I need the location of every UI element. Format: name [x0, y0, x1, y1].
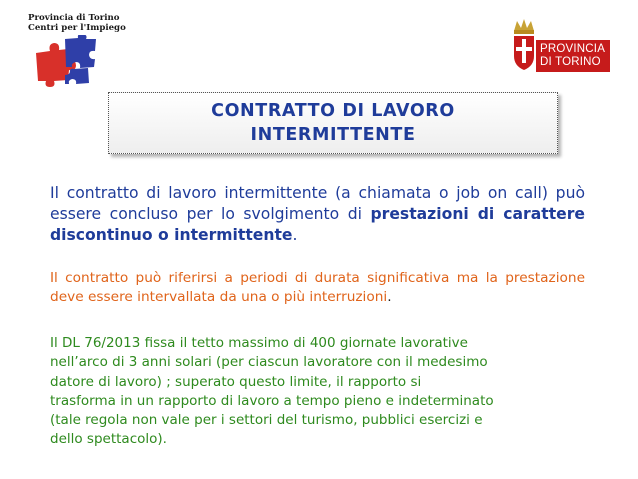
periods-end: .: [387, 289, 392, 305]
dl-line: nell’arco di 3 anni solari (per ciascun lavoratore con il medesimo: [50, 354, 488, 371]
centri-impiego-logo: [28, 13, 128, 91]
logo-org-line1: Provincia di Torino: [28, 13, 120, 23]
slide-title: [108, 92, 558, 154]
definition-text: Il contratto di lavoro intermittente (a chiamata o job on call) può essere concluso per lo svolgimento di: [50, 184, 585, 223]
periods-text: Il contratto può riferirsi a periodi di durata significativa ma la prestazione deve essere intervallata da una o più interruzioni: [50, 270, 585, 305]
logo-org-line2: Centri per l'Impiego: [28, 23, 126, 33]
provincia-label-line1: PROVINCIA: [540, 43, 606, 55]
paragraph-periods: [50, 269, 585, 307]
title-line2: INTERMITTENTE: [250, 125, 416, 145]
dl-line: trasforma in un rapporto di lavoro a tempo pieno e indeterminato: [50, 392, 494, 409]
dl-line: dello spettacolo).: [50, 431, 167, 448]
definition-bold: prestazioni di carattere discontinuo o intermittente: [50, 205, 586, 244]
puzzle-pieces-icon: [32, 35, 98, 89]
definition-end: .: [292, 226, 298, 244]
provincia-label-box: [536, 40, 610, 72]
paragraph-definition: [50, 183, 585, 246]
dl-line: datore di lavoro) ; superato questo limite, il rapporto si: [50, 373, 422, 390]
dl-line: Il DL 76/2013 fissa il tetto massimo di 400 giornate lavorative: [50, 335, 468, 351]
title-line1: CONTRATTO DI LAVORO: [211, 101, 455, 121]
paragraph-dl-limit: [50, 334, 585, 450]
dl-line: (tale regola non vale per i settori del turismo, pubblici esercizi e: [50, 412, 483, 429]
coat-of-arms-icon: [510, 18, 538, 76]
provincia-label-line2: DI TORINO: [540, 56, 601, 68]
provincia-torino-logo: [510, 18, 610, 78]
